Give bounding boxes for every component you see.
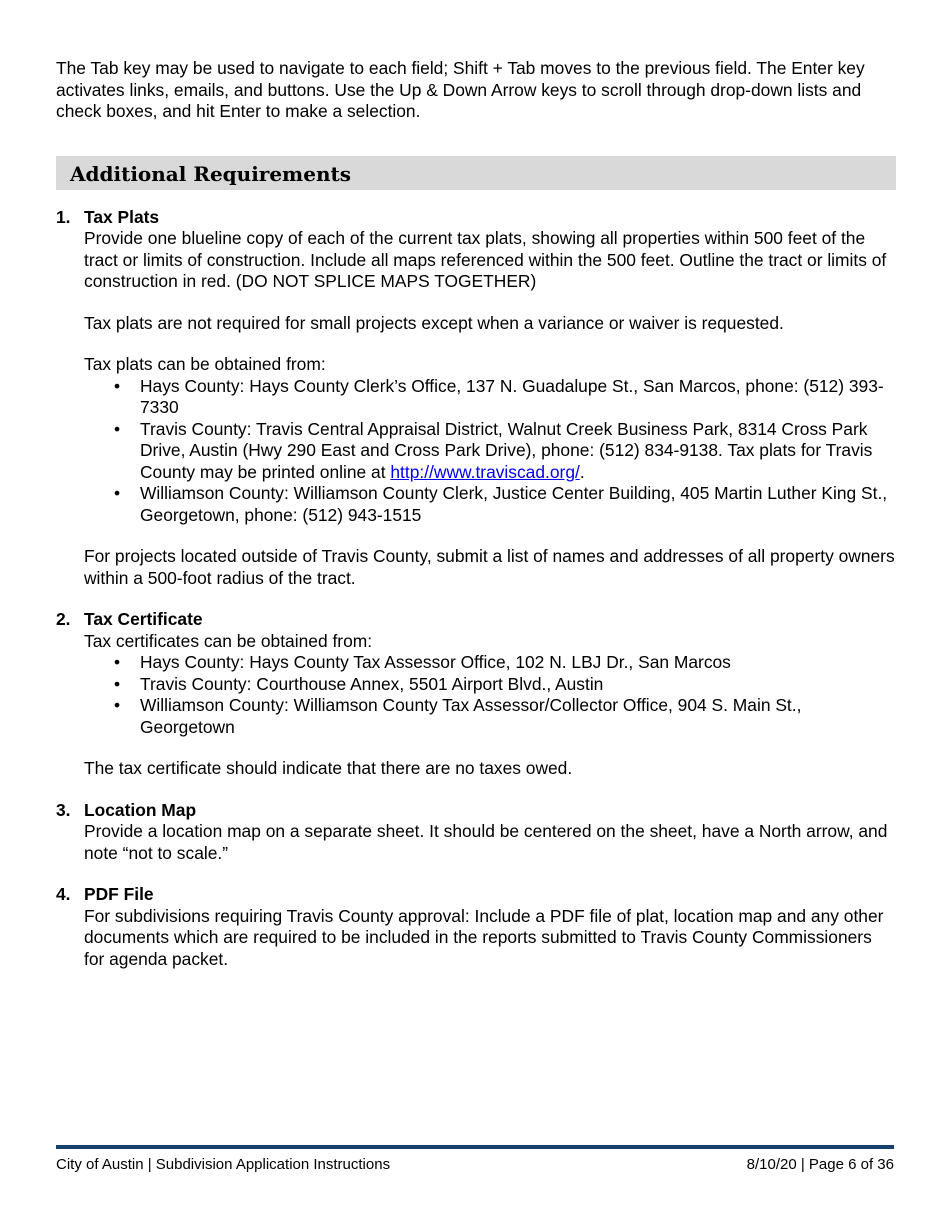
page-footer [56, 1156, 894, 1174]
source-list [84, 652, 896, 738]
requirement-number: 2. [56, 609, 71, 629]
requirement-title: PDF File [84, 884, 154, 904]
requirement-paragraph: Tax certificates can be obtained from: [84, 630, 373, 651]
requirement-paragraph: Provide a location map on a separate sheet. It should be centered on the sheet, have a North arrow, and note “not to scale.” [84, 821, 888, 863]
requirement-paragraph: Provide one blueline copy of each of the current tax plats, showing all properties within 500 feet of the tract or limits of construction. Include all maps referenced within the 500 feet. Outline the tract or limits of construction in red. (DO NOT SPLICE MAPS TOGETHER) [84, 228, 887, 291]
requirement-pdf-file [56, 884, 896, 970]
section-header [56, 156, 896, 190]
requirement-title: Tax Certificate [84, 609, 203, 629]
source-list [84, 376, 896, 527]
requirement-tax-plats [56, 207, 896, 590]
requirement-number: 3. [56, 799, 71, 820]
traviscad-link[interactable]: http://www.traviscad.org/ [390, 461, 580, 482]
footer-rule [56, 1145, 894, 1149]
document-page [56, 58, 896, 990]
list-item: • Hays County: Hays County Tax Assessor Office, 102 N. LBJ Dr., San Marcos [140, 652, 896, 674]
requirement-title: Tax Plats [84, 206, 160, 227]
list-item: • Williamson County: Williamson County Tax Assessor/Collector Office, 904 S. Main St., Georgetown [140, 695, 896, 738]
requirement-paragraph: For subdivisions requiring Travis County approval: Include a PDF file of plat, location map and any other documents which are required to be included in the reports submitted to Travis County Commissioners for agenda packet. [84, 905, 884, 969]
requirement-number: 1. [56, 206, 71, 227]
intro-paragraph: The Tab key may be used to navigate to each field; Shift + Tab moves to the previous field. The Enter key activates links, emails, and buttons. Use the Up & Down Arrow keys to scroll through drop-down lists and check boxes, and hit Enter to make a selection. [56, 58, 865, 121]
requirement-paragraph: Tax plats are not required for small projects except when a variance or waiver is requested. [84, 312, 784, 333]
requirement-paragraph: For projects located outside of Travis County, submit a list of names and addresses of all property owners within a 500-foot radius of the tract. [84, 546, 895, 588]
list-item-text: Travis County: Travis Central Appraisal District, Walnut Creek Business Park, 8314 Cross Park Drive, Austin (Hwy 290 East and Cross Park Drive), phone: (512) 834-9138. Tax plats for Travis County may be printed online at [140, 418, 873, 482]
link-suffix: . [579, 461, 585, 482]
footer-page-number: 8/10/20 | Page 6 of 36 [746, 1156, 894, 1173]
footer-left: City of Austin | Subdivision Application Instructions [56, 1156, 391, 1173]
section-title: Additional Requirements [70, 161, 351, 186]
list-item: • Williamson County: Williamson County Clerk, Justice Center Building, 405 Martin Luther King St., Georgetown, phone: (512) 943-1515 [140, 483, 896, 526]
requirement-paragraph: Tax plats can be obtained from: [84, 354, 326, 374]
requirement-location-map [56, 800, 896, 865]
list-item [140, 419, 896, 484]
requirement-number: 4. [56, 884, 71, 904]
requirement-title: Location Map [84, 799, 197, 820]
list-item: • Hays County: Hays County Clerk’s Office, 137 N. Guadalupe St., San Marcos, phone: (512) 393-7330 [140, 376, 896, 419]
requirement-paragraph: The tax certificate should indicate that there are no taxes owed. [84, 758, 573, 778]
requirement-tax-certificate [56, 609, 896, 780]
list-item: • Travis County: Courthouse Annex, 5501 Airport Blvd., Austin [140, 674, 896, 696]
